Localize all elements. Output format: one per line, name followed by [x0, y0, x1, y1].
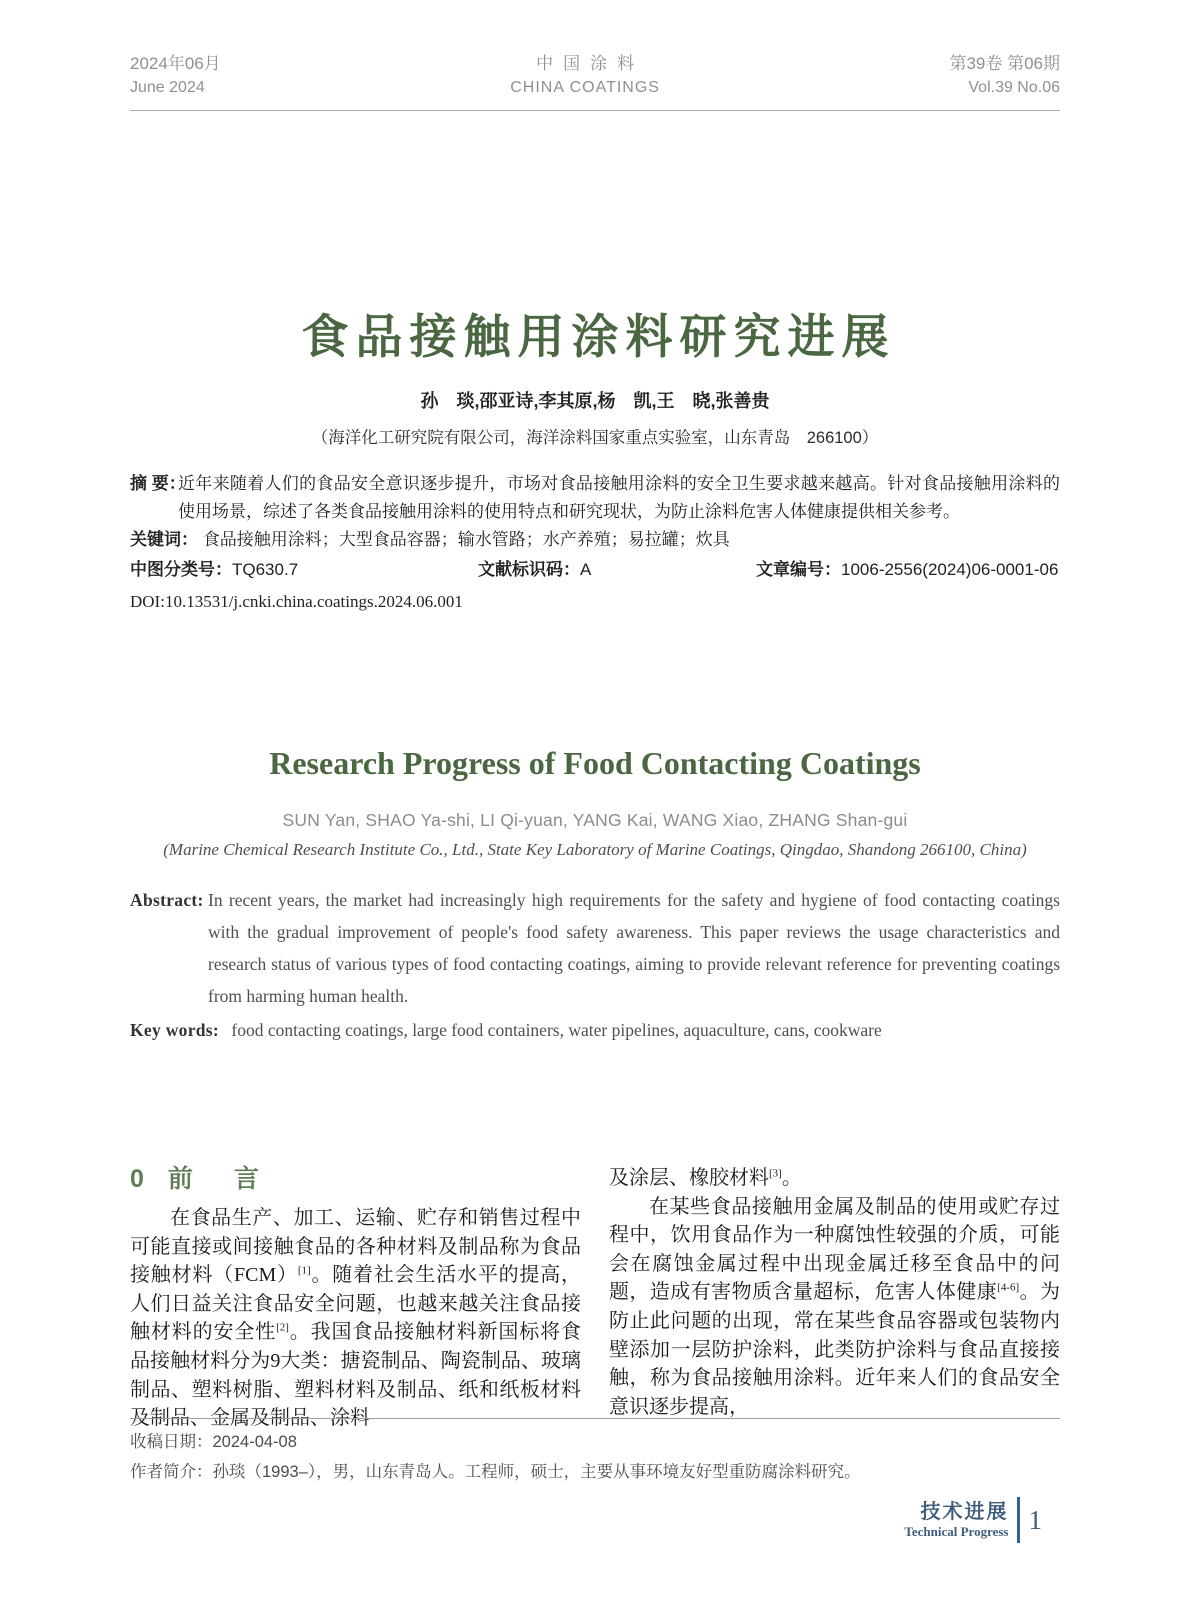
column-name-en: Technical Progress: [904, 1524, 1009, 1539]
volume-issue-zh: 第39卷 第06期: [949, 54, 1060, 73]
keywords-zh-text: 食品接触用涂料；大型食品容器；输水管路；水产养殖；易拉罐；炊具: [202, 530, 730, 549]
section-heading: [130, 1164, 581, 1194]
paragraph: 及涂层、橡胶材料[3]。: [609, 1167, 802, 1189]
affiliation-zh: （海洋化工研究院有限公司，海洋涂料国家重点实验室，山东青岛 266100）: [311, 429, 879, 447]
article-meta-row: [130, 556, 1060, 584]
abstract-zh: [130, 470, 1060, 526]
clc-value: TQ630.7: [232, 560, 299, 579]
masthead-volume: [949, 52, 1060, 100]
clc-label: 中图分类号：: [130, 560, 232, 579]
keywords-en-label: Key words:: [130, 1020, 220, 1040]
received-date-label: 收稿日期：: [130, 1433, 213, 1451]
article-title-zh: 食品接触用涂料研究进展: [301, 310, 896, 363]
document-code-value: A: [580, 560, 592, 579]
clc-number: [130, 556, 478, 584]
page-footer: [904, 1497, 1042, 1543]
column-name: [904, 1500, 1008, 1540]
received-date-value: 2024-04-08: [212, 1433, 297, 1451]
left-column-text: [130, 1204, 581, 1433]
two-column-body: [130, 1164, 1060, 1433]
page-number: 1: [1028, 1504, 1042, 1535]
author-bio-line: [130, 1457, 1060, 1487]
authors-zh: 孙 琰,邵亚诗,李其原,杨 凯,王 晓,张善贵: [420, 391, 770, 411]
citation-ref: [2]: [276, 1321, 289, 1334]
citation-ref: [1]: [297, 1264, 311, 1277]
document-code-label: 文献标识码：: [478, 560, 580, 579]
abstract-en-label: Abstract:: [130, 890, 204, 910]
article-id: [756, 556, 1060, 584]
masthead-journal-name: [510, 52, 660, 100]
keywords-en: [130, 1014, 1060, 1046]
section-title: 前 言: [167, 1165, 267, 1193]
affiliation-en: (Marine Chemical Research Institute Co., Ltd., State Key Laboratory of Marine Coatings, Qingdao, Shandong 266100, China): [163, 840, 1027, 859]
masthead-date-zh: 2024年06月: [130, 54, 221, 73]
article-id-label: 文章编号：: [756, 560, 841, 579]
received-date-line: [130, 1427, 1060, 1457]
author-bio-text: 孙琰（1993–），男，山东青岛人。工程师，硕士，主要从事环境友好型重防腐涂料研究。: [212, 1463, 861, 1481]
paragraph: 在食品生产、加工、运输、贮存和销售过程中可能直接或间接触食品的各种材料及制品称为食品接触材料（FCM）[1]。随着社会生活水平的提高，人们日益关注食品安全问题，也越来越关注食品接触材料的安全性[2]。我国食品接触材料新国标将食品接触材料分为9大类：搪瓷制品、陶瓷制品、玻璃制品、塑料树脂、塑料材料及制品、纸和纸板材料及制品、金属及制品、涂料: [130, 1207, 582, 1430]
article-id-value: 1006-2556(2024)06-0001-06: [841, 560, 1059, 579]
citation-ref: [3]: [769, 1167, 782, 1180]
journal-name-zh: 中国涂料: [536, 54, 645, 73]
abstract-en: [130, 884, 1060, 1012]
abstract-en-text: In recent years, the market had increasingly high requirements for the safety and hygiene of food contacting coatings with the gradual improvement of people's food safety awareness. This paper reviews the usage characteristics and research status of various types of food contacting coatings, aiming to provide relevant reference for preventing coatings from harming human health.: [208, 890, 1060, 1006]
section-number: 0: [130, 1165, 144, 1193]
author-bio-label: 作者简介：: [130, 1463, 213, 1481]
right-column-text: [609, 1164, 1060, 1421]
keywords-en-text: food contacting coatings, large food containers, water pipelines, aquaculture, cans, cookware: [231, 1020, 882, 1040]
document-code: [478, 556, 756, 584]
keywords-zh: [130, 526, 1060, 554]
abstract-zh-text: 近年来随着人们的食品安全意识逐步提升，市场对食品接触用涂料的安全卫生要求越来越高。针对食品接触用涂料的使用场景，综述了各类食品接触用涂料的使用特点和研究现状，为防止涂料危害人体健康提供相关参考。: [178, 474, 1060, 521]
masthead-date: [130, 52, 221, 100]
right-column: [609, 1164, 1060, 1433]
doi: DOI:10.13531/j.cnki.china.coatings.2024.06.001: [130, 592, 463, 611]
article-title-en: Research Progress of Food Contacting Coatings: [269, 745, 921, 781]
left-column: [130, 1164, 581, 1433]
citation-ref: [4-6]: [997, 1281, 1020, 1294]
keywords-zh-label: 关键词：: [130, 530, 198, 549]
column-name-zh: 技术进展: [920, 1501, 1009, 1523]
footer-divider-bar: [1017, 1497, 1020, 1543]
volume-issue-en: Vol.39 No.06: [968, 79, 1060, 96]
first-page-footnote: [130, 1418, 1060, 1487]
abstract-zh-label: 摘 要：: [130, 474, 186, 493]
journal-masthead: [130, 52, 1060, 111]
masthead-date-en: June 2024: [130, 79, 205, 96]
journal-name-en: CHINA COATINGS: [510, 79, 660, 96]
paragraph: 在某些食品接触用金属及制品的使用或贮存过程中，饮用食品作为一种腐蚀性较强的介质，可能会在腐蚀金属过程中出现金属迁移至食品中的问题，造成有害物质含量超标，危害人体健康[4-6]。为防止此问题的出现，常在某些食品容器或包装物内壁添加一层防护涂料，此类防护涂料与食品直接接触，称为食品接触用涂料。近年来人们的食品安全意识逐步提高，: [609, 1195, 1061, 1418]
authors-en: SUN Yan, SHAO Ya-shi, LI Qi-yuan, YANG Kai, WANG Xiao, ZHANG Shan-gui: [282, 810, 908, 830]
